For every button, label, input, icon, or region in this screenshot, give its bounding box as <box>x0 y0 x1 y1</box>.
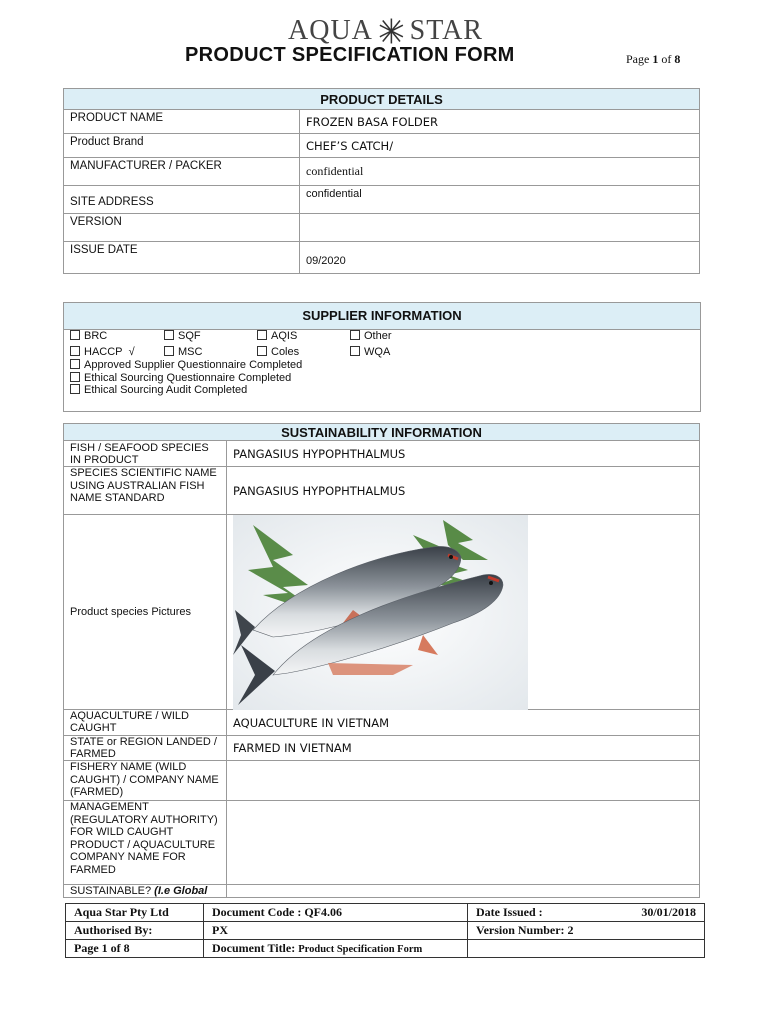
sustainable-label <box>64 885 227 898</box>
ethical-questionnaire-checkbox[interactable] <box>70 372 291 384</box>
form-title: PRODUCT SPECIFICATION FORM <box>185 44 515 66</box>
footer-authorised-value: PX <box>204 922 468 940</box>
product-brand-value: CHEF’S CATCH/ <box>300 134 700 158</box>
page-total: 8 <box>674 52 681 66</box>
wqa-label: WQA <box>364 346 391 358</box>
checkbox-icon <box>70 372 80 382</box>
footer-date-issued <box>468 904 705 922</box>
basa-fish-image <box>233 515 528 710</box>
aquaculture-value: AQUACULTURE IN VIETNAM <box>227 710 700 736</box>
date-issued-label: Date Issued : <box>476 905 543 919</box>
approved-supplier-checkbox[interactable] <box>70 359 302 371</box>
page-current: 1 <box>652 52 659 66</box>
checkbox-icon <box>257 346 267 356</box>
haccp-checkbox[interactable] <box>70 346 135 358</box>
company-logo <box>288 14 483 48</box>
product-details-title: PRODUCT DETAILS <box>64 89 700 110</box>
ethical-audit-label: Ethical Sourcing Audit Completed <box>84 384 248 396</box>
issue-date-label: ISSUE DATE <box>64 242 300 274</box>
fishery-name-value <box>227 761 700 801</box>
checkmark-icon: √ <box>128 346 135 358</box>
product-brand-label: Product Brand <box>64 134 300 158</box>
species-pictures-label: Product species Pictures <box>64 515 227 710</box>
doc-title-value: Product Specification Form <box>298 944 423 955</box>
haccp-label: HACCP <box>84 346 123 358</box>
checkbox-icon <box>350 330 360 340</box>
version-label: VERSION <box>64 214 300 242</box>
footer-company: Aqua Star Pty Ltd <box>66 904 204 922</box>
checkbox-icon <box>350 346 360 356</box>
checkbox-icon <box>70 384 80 394</box>
document-footer <box>65 903 705 958</box>
product-name-label: PRODUCT NAME <box>64 110 300 134</box>
other-checkbox[interactable] <box>350 330 392 342</box>
manufacturer-label: MANUFACTURER / PACKER <box>64 158 300 186</box>
manufacturer-value: confidential <box>300 158 700 186</box>
checkbox-icon <box>70 359 80 369</box>
ethical-audit-checkbox[interactable] <box>70 384 247 396</box>
sqf-label: SQF <box>178 330 201 342</box>
coles-checkbox[interactable] <box>257 346 299 358</box>
aquaculture-label: AQUACULTURE / WILD CAUGHT <box>64 710 227 736</box>
footer-doc-title <box>204 940 468 958</box>
sustainability-title: SUSTAINABILITY INFORMATION <box>64 424 700 441</box>
species-label: FISH / SEAFOOD SPECIES IN PRODUCT <box>64 441 227 467</box>
footer-version: Version Number: 2 <box>468 922 705 940</box>
checkbox-icon <box>257 330 267 340</box>
brc-label: BRC <box>84 330 108 342</box>
sustainable-value <box>227 885 700 898</box>
footer-empty <box>468 940 705 958</box>
version-value <box>300 214 700 242</box>
approved-supplier-label: Approved Supplier Questionnaire Completed <box>84 359 303 371</box>
msc-checkbox[interactable] <box>164 346 202 358</box>
aqis-label: AQIS <box>271 330 298 342</box>
checkbox-icon <box>164 346 174 356</box>
species-value: PANGASIUS HYPOPHTHALMUS <box>227 441 700 467</box>
doc-title-label: Document Title: <box>212 941 296 955</box>
coles-label: Coles <box>271 346 300 358</box>
issue-date-value: 09/2020 <box>300 242 700 274</box>
footer-doc-code: Document Code : QF4.06 <box>204 904 468 922</box>
page-label: Page <box>626 52 650 66</box>
product-details-table <box>63 88 700 274</box>
site-address-label: SITE ADDRESS <box>64 186 300 214</box>
aqis-checkbox[interactable] <box>257 330 297 342</box>
footer-authorised: Authorised By: <box>66 922 204 940</box>
management-label: MANAGEMENT (REGULATORY AUTHORITY) FOR WILD CAUGHT PRODUCT / AQUACULTURE COMPANY NAME FOR FARMED <box>64 801 227 885</box>
state-region-label: STATE or REGION LANDED / FARMED <box>64 736 227 761</box>
ethical-questionnaire-label: Ethical Sourcing Questionnaire Completed <box>84 372 292 384</box>
sustainable-text: SUSTAINABLE? <box>70 885 152 897</box>
product-name-value: FROZEN BASA FOLDER <box>300 110 700 134</box>
brc-checkbox[interactable] <box>70 330 107 342</box>
checkbox-icon <box>164 330 174 340</box>
supplier-information-section <box>63 302 701 412</box>
sustainable-note: (I.e Global <box>154 885 208 897</box>
sustainability-table <box>63 423 700 898</box>
scientific-name-label: SPECIES SCIENTIFIC NAME USING AUSTRALIAN FISH NAME STANDARD <box>64 467 227 515</box>
msc-label: MSC <box>178 346 203 358</box>
supplier-information-title: SUPPLIER INFORMATION <box>64 303 700 330</box>
sqf-checkbox[interactable] <box>164 330 201 342</box>
checkbox-icon <box>70 330 80 340</box>
starfish-icon <box>377 16 406 46</box>
fishery-name-label: FISHERY NAME (WILD CAUGHT) / COMPANY NAME (FARMED) <box>64 761 227 801</box>
logo-text-left: AQUA <box>288 15 373 46</box>
species-pictures-cell <box>227 515 700 710</box>
state-region-value: FARMED IN VIETNAM <box>227 736 700 761</box>
wqa-checkbox[interactable] <box>350 346 390 358</box>
page-of: of <box>661 52 672 66</box>
page-indicator <box>626 52 680 67</box>
date-issued-value: 30/01/2018 <box>641 905 696 919</box>
site-address-value: confidential <box>300 186 700 214</box>
footer-page: Page 1 of 8 <box>66 940 204 958</box>
checkbox-icon <box>70 346 80 356</box>
other-label: Other <box>364 330 392 342</box>
management-value <box>227 801 700 885</box>
scientific-name-value: PANGASIUS HYPOPHTHALMUS <box>227 467 700 515</box>
logo-text-right: STAR <box>409 15 483 46</box>
